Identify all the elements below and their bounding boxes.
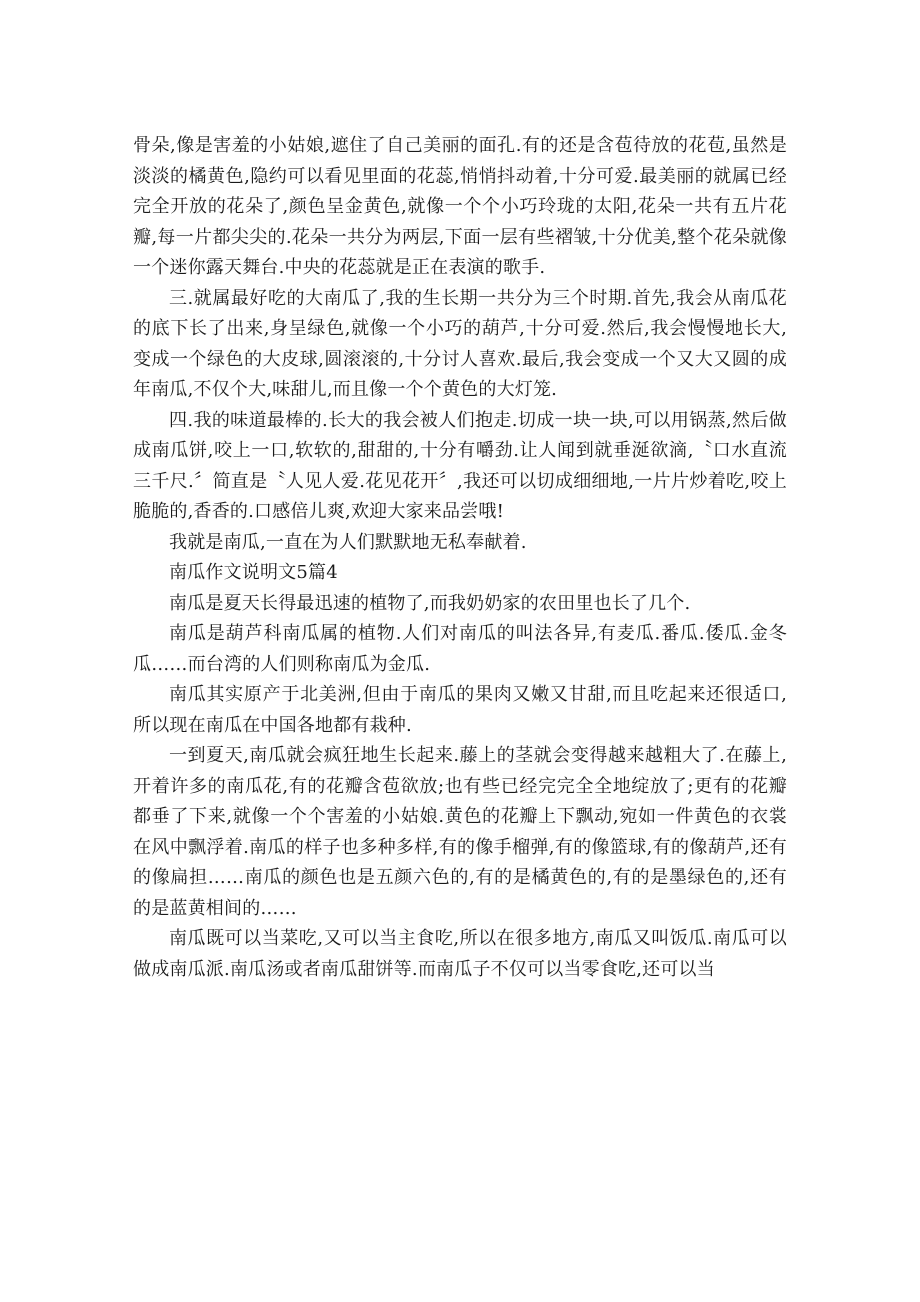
- paragraph-conclusion: 我就是南瓜,一直在为人们默默地无私奉献着.: [169, 531, 527, 553]
- paragraph-uses: 南瓜既可以当菜吃,又可以当主食吃,所以在很多地方,南瓜又叫饭瓜.南瓜可以做成南瓜派.南瓜汤或者南瓜甜饼等.而南瓜子不仅可以当零食吃,还可以当: [133, 928, 787, 980]
- paragraph-taste: 四.我的味道最棒的.长大的我会被人们抱走.切成一块一块,可以用锅蒸,然后做成南瓜饼,咬上一口,软软的,甜甜的,十分有嚼劲.让人闻到就垂涎欲滴,〝口水直流三千尺.〞简直是〝人见人爱.花见花开〞,我还可以切成细细地,一片片炒着吃,咬上脆脆的,香香的.口感倍儿爽,欢迎大家来品尝哦!: [133, 409, 787, 522]
- section-heading: 南瓜作文说明文5篇4: [169, 562, 338, 583]
- paragraph-origin: 南瓜其实原产于北美洲,但由于南瓜的果肉又嫩又甘甜,而且吃起来还很适口,所以现在南瓜在中国各地都有栽种.: [133, 684, 787, 736]
- paragraph-growth-stages: 三.就属最好吃的大南瓜了,我的生长期一共分为三个时期.首先,我会从南瓜花的底下长了出来,身呈绿色,就像一个小巧的葫芦,十分可爱.然后,我会慢慢地长大,变成一个绿色的大皮球,圆滚滚的,十分讨人喜欢.最后,我会变成一个又大又圆的成年南瓜,不仅个大,味甜儿,而且像一个个黄色的大灯笼.: [133, 287, 787, 400]
- paragraph-summer-growth: 一到夏天,南瓜就会疯狂地生长起来.藤上的茎就会变得越来越粗大了.在藤上,开着许多的南瓜花,有的花瓣含苞欲放;也有些已经完完全全地绽放了;更有的花瓣都垂了下来,就像一个个害羞的小姑娘.黄色的花瓣上下飘动,宛如一件黄色的衣裳在风中飘浮着.南瓜的样子也多种多样,有的像手榴弹,有的像篮球,有的像葫芦,还有的像扁担……南瓜的颜色也是五颜六色的,有的是橘黄色的,有的是墨绿色的,还有的是蓝黄相间的……: [133, 745, 787, 919]
- paragraph-classification: 南瓜是葫芦科南瓜属的植物.人们对南瓜的叫法各异,有麦瓜.番瓜.倭瓜.金冬瓜……而台湾的人们则称南瓜为金瓜.: [133, 623, 787, 675]
- paragraph-flower-description: 骨朵,像是害羞的小姑娘,遮住了自己美丽的面孔.有的还是含苞待放的花苞,虽然是淡淡的橘黄色,隐约可以看见里面的花蕊,悄悄抖动着,十分可爱.最美丽的就属已经完全开放的花朵了,颜色呈金黄色,就像一个个小巧玲珑的太阳,花朵一共有五片花瓣,每一片都尖尖的.花朵一共分为两层,下面一层有些褶皱,十分优美,整个花朵就像一个迷你露天舞台.中央的花蕊就是正在表演的歌手.: [133, 135, 787, 278]
- paragraph-intro: 南瓜是夏天长得最迅速的植物了,而我奶奶家的农田里也长了几个.: [169, 592, 691, 614]
- document-body: [133, 131, 787, 985]
